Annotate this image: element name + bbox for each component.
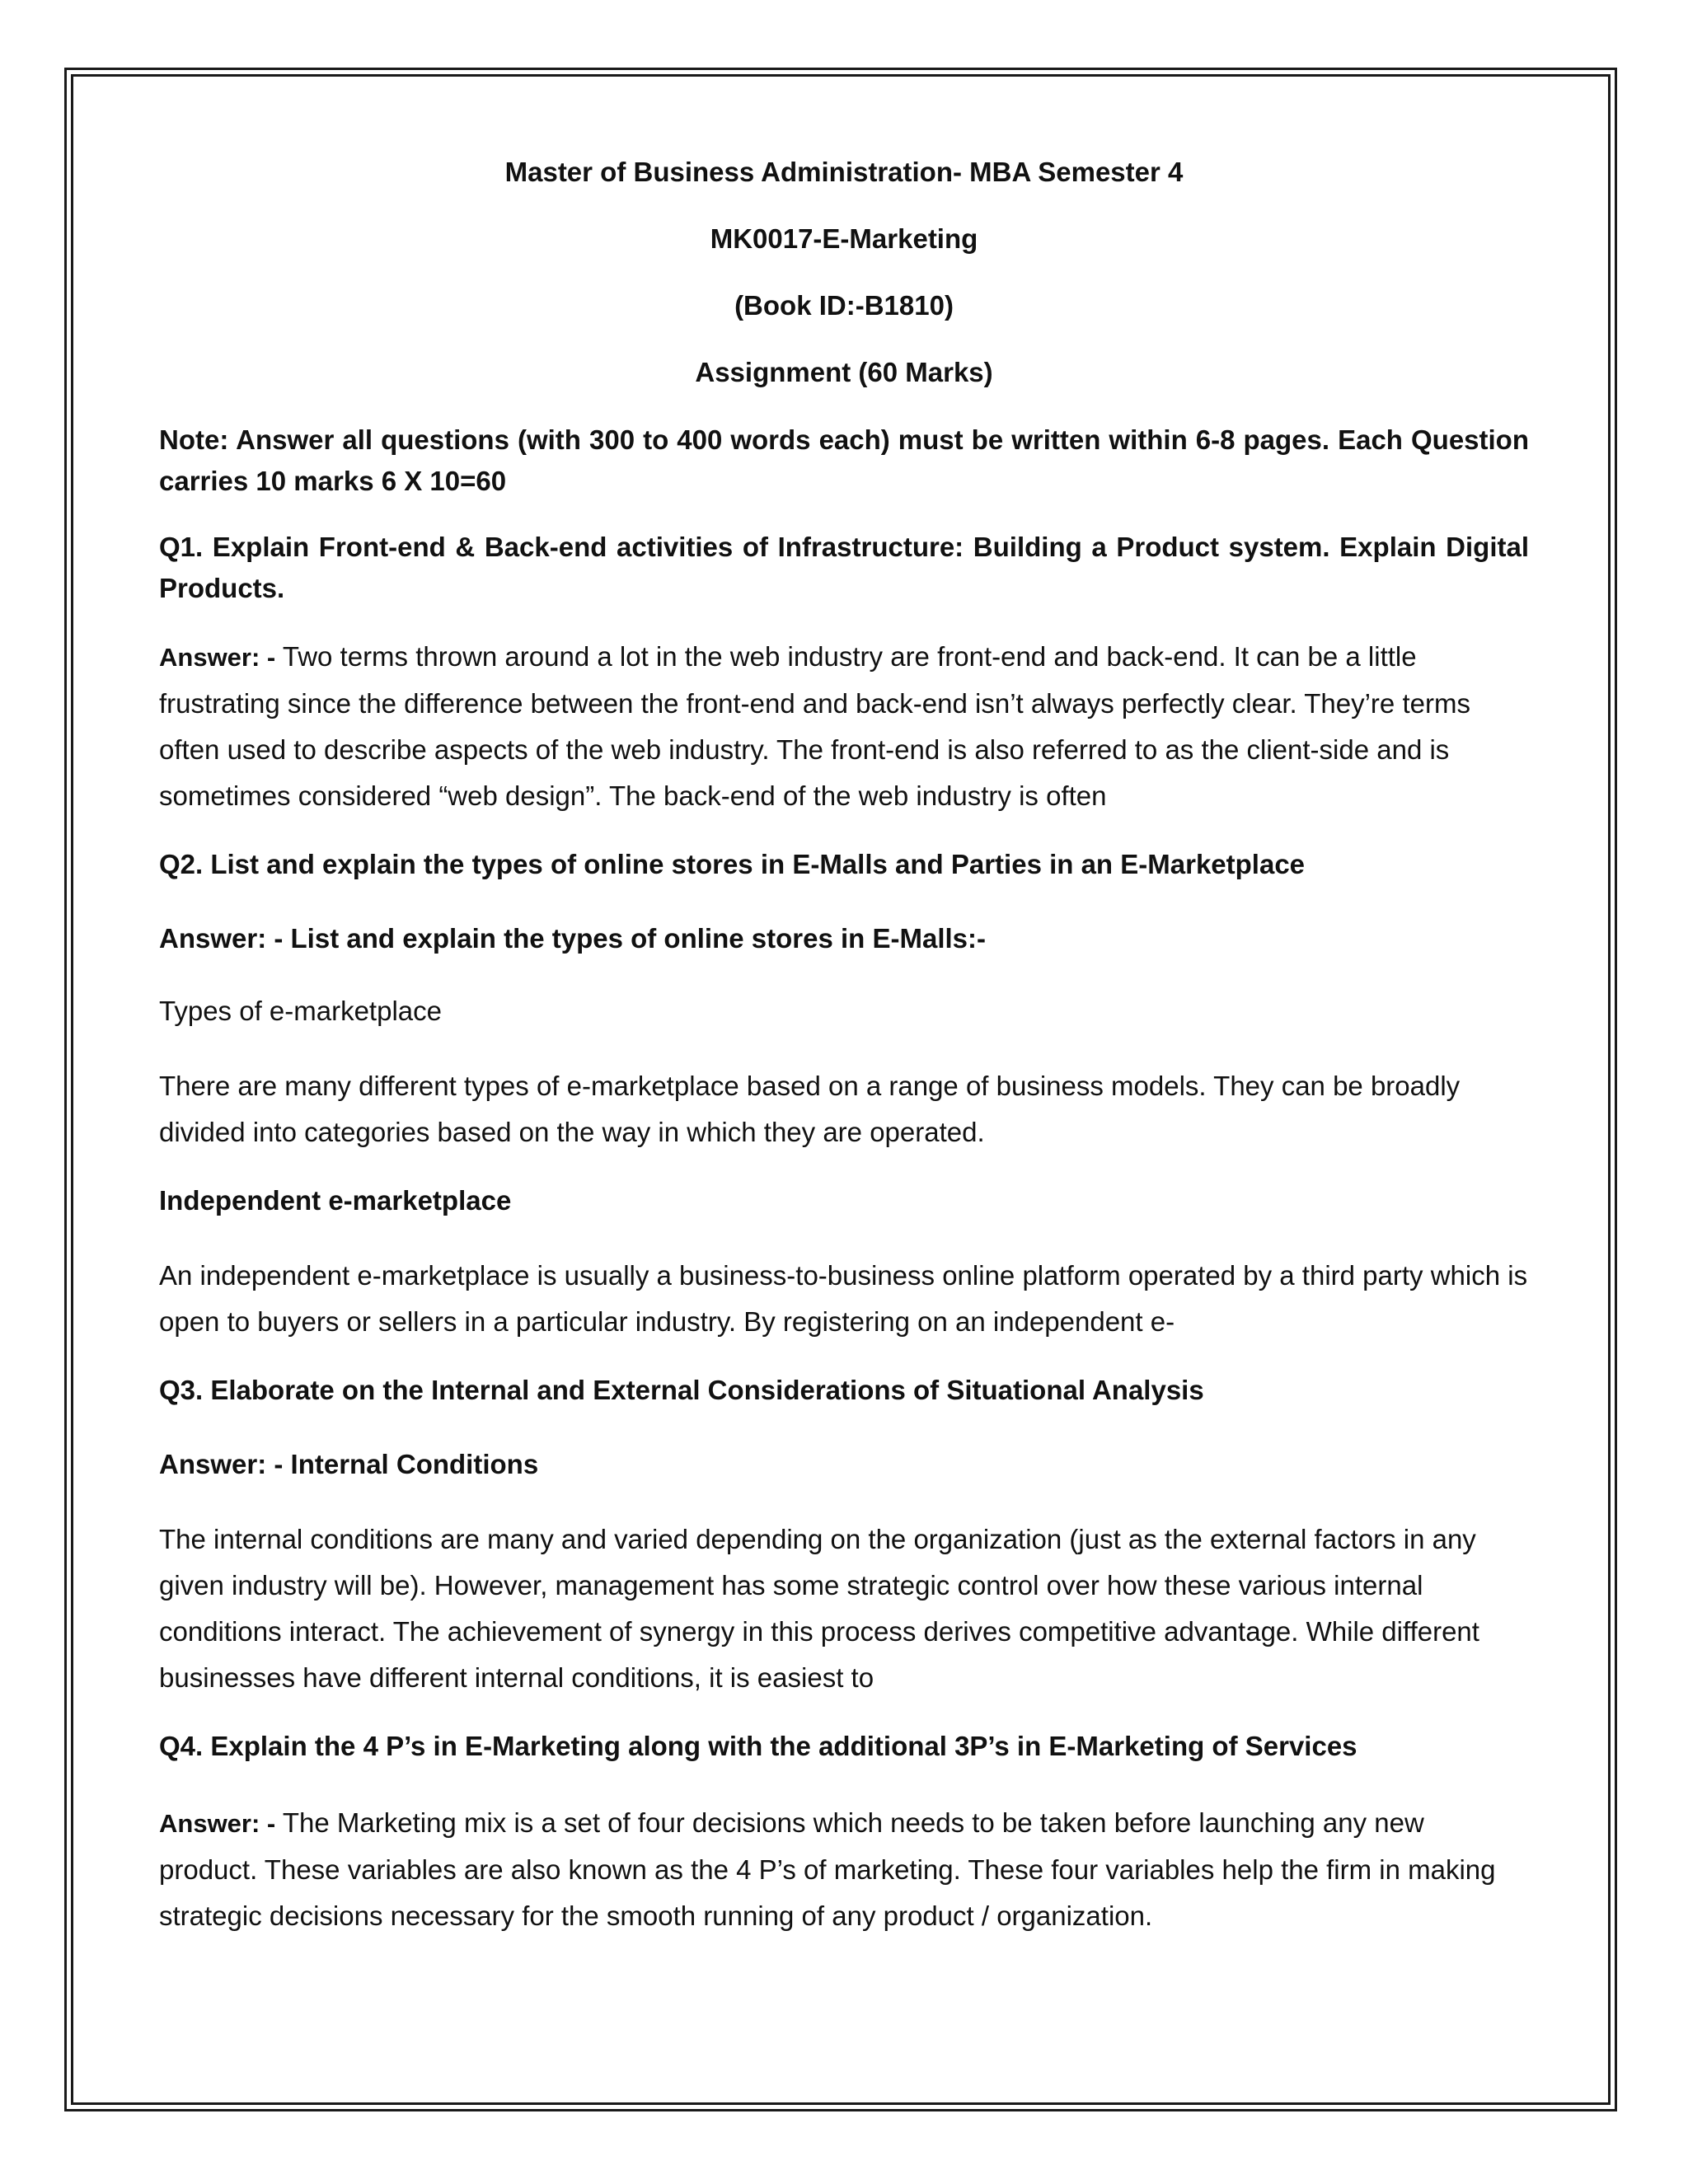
answer-4-text: The Marketing mix is a set of four decisions which needs to be taken before launching any new product. These variables are also known as the 4 P’s of marketing. These four variables help the firm in making strategic decisions necessary for the smooth running of any product / organization. [159, 1807, 1496, 1931]
program-title: Master of Business Administration- MBA Semester 4 [504, 157, 1184, 187]
question-3: Q3. Elaborate on the Internal and External Considerations of Situational Analysis [159, 1375, 1204, 1405]
answer-3-heading: Answer: - Internal Conditions [159, 1449, 539, 1479]
assignment-note: Note: Answer all questions (with 300 to 400 words each) must be written within 6-8 pages. Each Question carries 10 marks 6 X 10=60 [159, 424, 1529, 496]
answer-1 [159, 634, 1529, 819]
document-body [159, 152, 1529, 1964]
answer-1-text: Two terms thrown around a lot in the web industry are front-end and back-end. It can be a little frustrating since the difference between the front-end and back-end isn’t always perfectly clear. They’re terms often used to describe aspects of the web industry. The front-end is also referred to as the client-side and is sometimes considered “web design”. The back-end of the web industry is often [159, 641, 1470, 811]
answer-4-label: Answer: - [159, 1809, 283, 1838]
assignment-marks: Assignment (60 Marks) [695, 357, 993, 387]
answer-4 [159, 1800, 1529, 1939]
course-code: MK0017-E-Marketing [710, 223, 978, 254]
answer-1-label: Answer: - [159, 643, 283, 672]
question-1: Q1. Explain Front-end & Back-end activities of Infrastructure: Building a Product system. Explain Digital Products. [159, 532, 1529, 603]
question-2: Q2. List and explain the types of online stores in E-Malls and Parties in an E-Marketplace [159, 849, 1306, 879]
answer-2-paragraph-2: An independent e-marketplace is usually a business-to-business online platform operated by a third party which is open to buyers or sellers in a particular industry. By registering on an independent e- [159, 1260, 1528, 1337]
question-4: Q4. Explain the 4 P’s in E-Marketing along with the additional 3P’s in E-Marketing of Services [159, 1731, 1357, 1761]
book-id: (Book ID:-B1810) [734, 290, 954, 321]
answer-2-heading: Answer: - List and explain the types of online stores in E-Malls:- [159, 923, 986, 954]
answer-2-subheading: Independent e-marketplace [159, 1185, 512, 1216]
answer-3-paragraph: The internal conditions are many and varied depending on the organization (just as the external factors in any given industry will be). However, management has some strategic control over how these various internal conditions interact. The achievement of synergy in this process derives competitive advantage. While different businesses have different internal conditions, it is easiest to [159, 1524, 1479, 1693]
answer-2-paragraph-1: There are many different types of e-marketplace based on a range of business models. They can be broadly divided into categories based on the way in which they are operated. [159, 1071, 1461, 1147]
answer-2-sub-label: Types of e-marketplace [159, 996, 442, 1026]
